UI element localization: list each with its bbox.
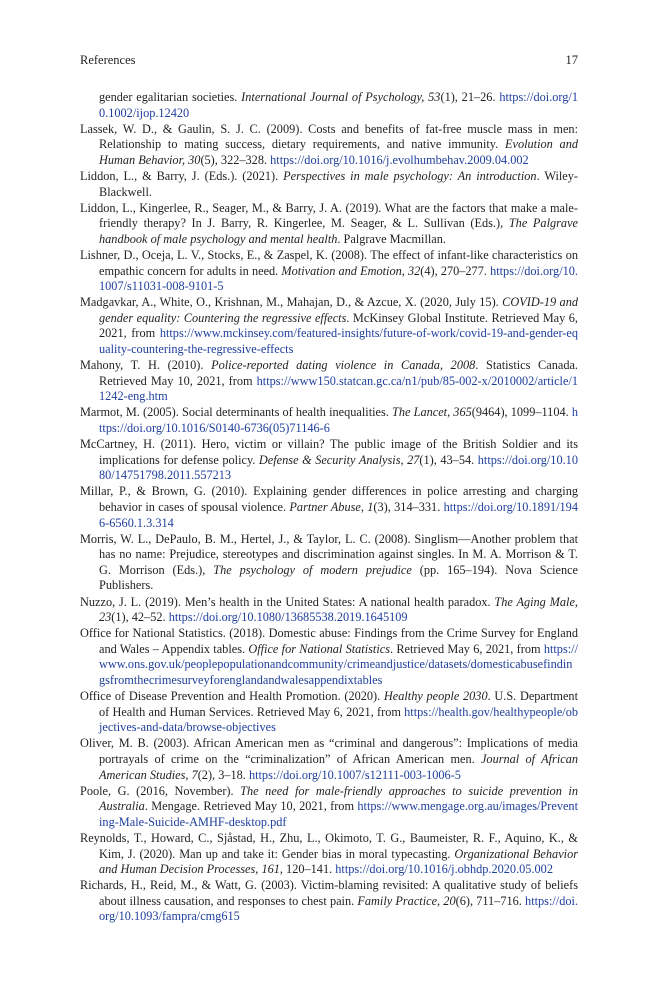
reference-text: (1), 42–52.	[111, 610, 169, 625]
reference-source-title: COVID-19 and gender equality: Countering the regressive effects	[99, 295, 578, 325]
reference-entry	[80, 122, 578, 169]
reference-link[interactable]: https://doi.org/10.1007/s12111-003-1006-5	[248, 767, 461, 782]
reference-link[interactable]: https://www.mckinsey.com/featured-insights/future-of-work/covid-19-and-gender-equality-countering-the-regressive-effects	[99, 326, 578, 356]
reference-source-title: Journal of African American Studies, 7	[99, 751, 578, 782]
reference-text: (3), 314–331.	[373, 499, 444, 514]
reference-entry	[80, 484, 578, 531]
reference-link[interactable]: https://doi.org/10.1080/13685538.2019.1645109	[168, 610, 408, 625]
reference-source-title: Partner Abuse, 1	[289, 499, 374, 514]
reference-entry	[80, 595, 578, 626]
reference-text: Mahony, T. H. (2010).	[80, 358, 212, 373]
reference-text: . Mengage. Retrieved May 10, 2021, from	[144, 799, 358, 814]
reference-link[interactable]: https://doi.org/10.1016/j.obhdp.2020.05.002	[335, 862, 553, 877]
reference-text: (6), 711–716.	[455, 893, 526, 908]
reference-text: (1), 21–26.	[440, 90, 500, 104]
reference-text: Morris, W. L., DePaulo, B. M., Hertel, J., & Taylor, L. C. (2008). Singlism—Another problem that has no name: Prejudice, stereotypes and discrimination against singles. In M. A. Morrison & T. G. Morrison (Eds.),	[80, 531, 578, 577]
reference-text: (pp. 165–194). Nova Science Publishers.	[99, 562, 579, 593]
reference-entry	[80, 736, 578, 783]
reference-text: Lassek, W. D., & Gaulin, S. J. C. (2009). Costs and benefits of fat-free muscle mass in men: Relationship to mating success, dietary requirements, and native immunity.	[80, 121, 578, 152]
reference-source-title: The need for male-friendly approaches to suicide prevention in Australia	[99, 783, 578, 814]
reference-source-title: Office for National Statistics	[248, 641, 390, 656]
reference-link[interactable]: https://doi.org/10.1891/1946-6560.1.3.314	[99, 499, 578, 530]
reference-text: Oliver, M. B. (2003). African American men as “criminal and dangerous”: Implications of media portrayals of crime on the “criminalization” of African American men.	[80, 736, 578, 766]
reference-text: Richards, H., Reid, M., & Watt, G. (2003). Victim-blaming revisited: A qualitative study of beliefs about illness causation, and responses to chest pain.	[80, 878, 578, 908]
reference-text: . Statistics Canada. Retrieved May 10, 2021, from	[99, 358, 578, 388]
reference-entry	[80, 831, 578, 878]
reference-entry	[80, 689, 578, 736]
reference-text: Liddon, L., Kingerlee, R., Seager, M., & Barry, J. A. (2019). What are the factors that make a male-friendly therapy? In J. Barry, R. Kingerlee, M. Seager, & L. Sullivan (Eds.),	[80, 200, 578, 231]
reference-text: Madgavkar, A., White, O., Krishnan, M., Mahajan, D., & Azcue, X. (2020, July 15).	[80, 295, 503, 310]
reference-entry	[80, 532, 578, 594]
reference-source-title: Family Practice, 20	[357, 893, 456, 908]
reference-text: Liddon, L., & Barry, J. (Eds.). (2021).	[80, 168, 284, 183]
reference-link[interactable]: https://doi.org/10.1093/fampra/cmg615	[99, 893, 578, 924]
reference-source-title: Perspectives in male psychology: An introduction	[283, 168, 537, 183]
reference-text: Marmot, M. (2005). Social determinants of health inequalities.	[80, 405, 393, 420]
reference-text: (1), 43–54.	[419, 452, 478, 467]
reference-entry	[80, 878, 578, 925]
page-number: 17	[565, 53, 578, 67]
reference-entry	[80, 248, 578, 295]
reference-source-title: The Lancet, 365	[392, 405, 472, 420]
reference-link[interactable]: https://doi.org/10.1016/j.evolhumbehav.2009.04.002	[270, 152, 529, 167]
reference-entry	[80, 358, 578, 405]
reference-source-title: Evolution and Human Behavior, 30	[99, 137, 578, 167]
reference-entry	[80, 626, 578, 688]
reference-text: Poole, G. (2016, November).	[80, 783, 241, 798]
reference-text: Office of Disease Prevention and Health Promotion. (2020).	[80, 689, 384, 704]
reference-entry	[80, 90, 578, 121]
reference-source-title: Healthy people 2030	[383, 689, 488, 704]
reference-link[interactable]: https://www.ons.gov.uk/peoplepopulationandcommunity/crimeandjustice/datasets/domesticabusefindingsfromthecrimesurveyforenglandandwalesappendixtables	[99, 641, 578, 687]
reference-link[interactable]: https://doi.org/10.1002/ijop.12420	[99, 90, 578, 120]
reference-text: , 120–141.	[279, 862, 336, 877]
reference-entry	[80, 405, 578, 436]
reference-link[interactable]: https://www.mengage.org.au/images/Preventing-Male-Suicide-AMHF-desktop.pdf	[99, 799, 578, 829]
reference-text: . Palgrave Macmillan.	[337, 231, 446, 246]
reference-link[interactable]: https://doi.org/10.1016/S0140-6736(05)71146-6	[99, 405, 579, 435]
reference-entry	[80, 295, 578, 357]
reference-text: Millar, P., & Brown, G. (2010). Explaining gender differences in police arresting and charging behavior in cases of spousal violence.	[80, 484, 578, 514]
reference-text: Nuzzo, J. L. (2019). Men’s health in the United States: A national health paradox.	[80, 594, 495, 609]
reference-source-title: International Journal of Psychology, 53	[241, 90, 441, 104]
reference-text: Lishner, D., Oceja, L. V., Stocks, E., & Zaspel, K. (2008). The effect of infant-like characteristics on empathic concern for adults in need.	[80, 247, 578, 278]
reference-text: . Wiley-Blackwell.	[99, 168, 578, 199]
reference-text: McCartney, H. (2011). Hero, victim or villain? The public image of the British Soldier and its implications for defense policy.	[80, 437, 578, 467]
reference-text: Office for National Statistics. (2018). Domestic abuse: Findings from the Crime Survey for England and Wales – Appendix tables.	[80, 626, 578, 656]
reference-source-title: Defense & Security Analysis, 27	[258, 452, 420, 467]
reference-source-title: The Palgrave handbook of male psychology and mental health	[99, 216, 578, 246]
running-head: References	[80, 53, 136, 67]
reference-text: . Retrieved May 6, 2021, from	[390, 641, 544, 656]
reference-text: (4), 270–277.	[420, 263, 491, 278]
reference-source-title: The psychology of modern prejudice	[213, 562, 412, 577]
reference-text: (5), 322–328.	[200, 152, 271, 167]
reference-text: Reynolds, T., Howard, C., Sjåstad, H., Zhu, L., Okimoto, T. G., Baumeister, R. F., Aquino, K., & Kim, J. (2020). Man up and take it: Gender bias in moral typecasting.	[80, 830, 578, 861]
reference-entry	[80, 437, 578, 484]
reference-source-title: Police-reported dating violence in Canada, 2008	[211, 358, 476, 373]
reference-link[interactable]: https://doi.org/10.1007/s11031-008-9101-5	[99, 263, 578, 294]
reference-source-title: The Aging Male, 23	[99, 594, 578, 625]
reference-entry	[80, 784, 578, 831]
reference-list	[80, 90, 578, 925]
reference-text: (9464), 1099–1104.	[471, 405, 572, 420]
reference-source-title: Organizational Behavior and Human Decision Processes, 161	[99, 846, 579, 877]
reference-text: (2), 3–18.	[197, 767, 249, 782]
reference-link[interactable]: https://www150.statcan.gc.ca/n1/pub/85-002-x/2010002/article/11242-eng.htm	[99, 373, 578, 404]
reference-link[interactable]: https://health.gov/healthypeople/objectives-and-data/browse-objectives	[99, 704, 578, 735]
reference-entry	[80, 169, 578, 200]
reference-text: gender egalitarian societies.	[99, 90, 242, 104]
reference-link[interactable]: https://doi.org/10.1080/14751798.2011.557213	[99, 452, 578, 483]
reference-text: . U.S. Department of Health and Human Services. Retrieved May 6, 2021, from	[99, 689, 578, 719]
reference-text: . McKinsey Global Institute. Retrieved May 6, 2021, from	[99, 310, 579, 341]
reference-entry	[80, 201, 578, 248]
reference-source-title: Motivation and Emotion, 32	[281, 263, 421, 278]
